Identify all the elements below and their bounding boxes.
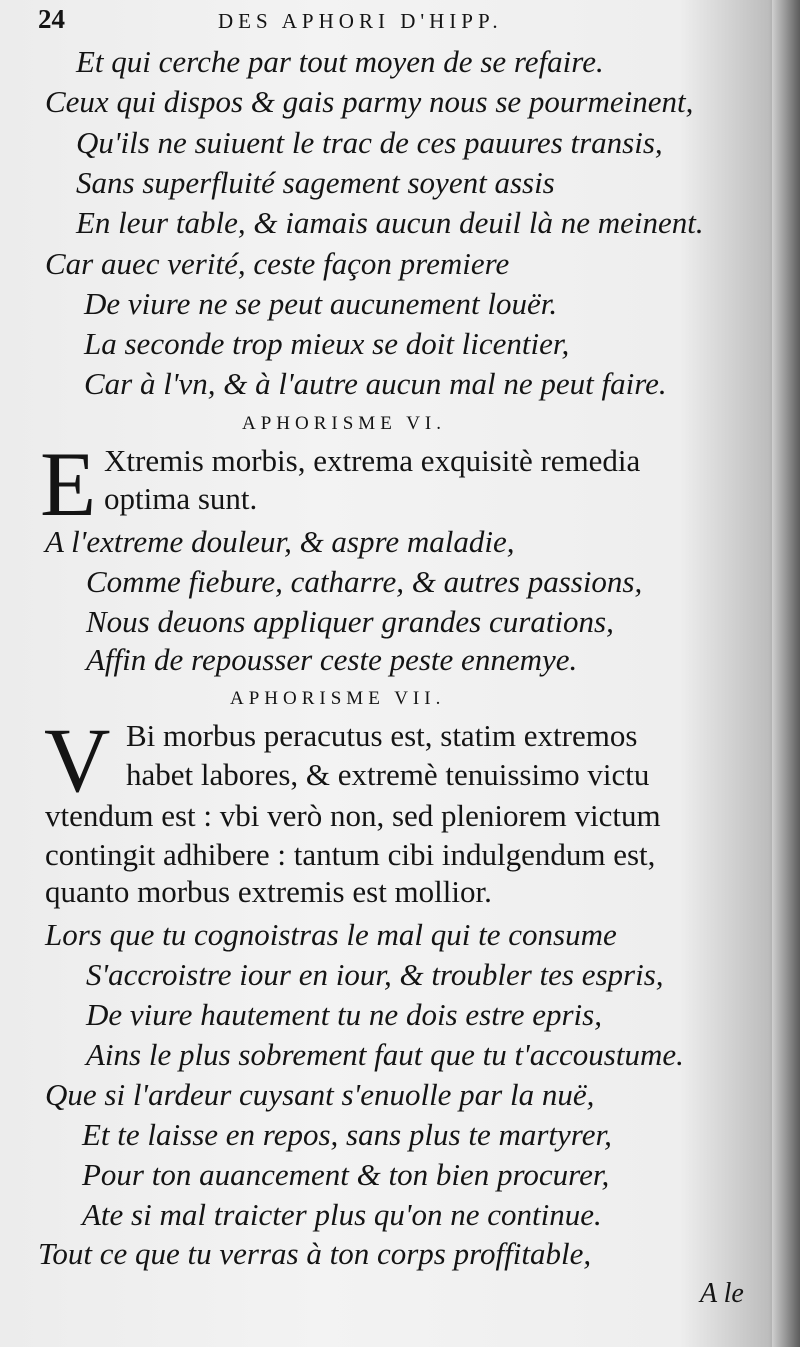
drop-cap: E — [40, 433, 97, 535]
latin-line: Xtremis morbis, extrema exquisitè remedia — [104, 443, 641, 478]
verse-line: La seconde trop mieux se doit licentier, — [84, 326, 570, 361]
verse-line: Car à l'vn, & à l'autre aucun mal ne peut faire. — [84, 366, 667, 401]
verse-line: Ains le plus sobrement faut que tu t'accoustume. — [86, 1037, 684, 1072]
verse-line: Pour ton auancement & ton bien procurer, — [82, 1157, 610, 1192]
section-heading: APHORISME VII. — [230, 688, 446, 709]
verse-line: Comme fiebure, catharre, & autres passions, — [86, 564, 643, 599]
drop-cap: V — [44, 709, 111, 811]
page-gutter-shadow — [772, 0, 800, 1347]
latin-line: habet labores, & extremè tenuissimo victu — [126, 757, 650, 792]
running-head: DES APHORI D'HIPP. — [218, 9, 503, 33]
verse-line: Tout ce que tu verras à ton corps proffitable, — [38, 1236, 592, 1271]
catchword: A le — [700, 1278, 744, 1309]
latin-line: vtendum est : vbi verò non, sed pleniorem victum — [45, 798, 661, 833]
latin-line: contingit adhibere : tantum cibi indulgendum est, — [45, 837, 656, 872]
verse-line: Qu'ils ne suiuent le trac de ces pauures transis, — [76, 125, 663, 160]
verse-line: Ceux qui dispos & gais parmy nous se pourmeinent, — [45, 84, 694, 119]
verse-line: De viure hautement tu ne dois estre epris, — [86, 997, 602, 1032]
verse-line: Lors que tu cognoistras le mal qui te consume — [45, 917, 617, 952]
verse-line: Sans superfluité sagement soyent assis — [76, 165, 555, 200]
verse-line: En leur table, & iamais aucun deuil là ne meinent. — [76, 205, 704, 240]
verse-line: Nous deuons appliquer grandes curations, — [86, 604, 614, 639]
verse-line: S'accroistre iour en iour, & troubler tes espris, — [86, 957, 664, 992]
latin-line: optima sunt. — [104, 481, 258, 516]
verse-line: De viure ne se peut aucunement louër. — [84, 286, 558, 321]
verse-line: Affin de repousser ceste peste ennemye. — [86, 642, 578, 677]
verse-line: A l'extreme douleur, & aspre maladie, — [45, 524, 515, 559]
verse-line: Ate si mal traicter plus qu'on ne continue. — [82, 1197, 602, 1232]
verse-line: Et qui cerche par tout moyen de se refaire. — [76, 44, 604, 79]
verse-line: Car auec verité, ceste façon premiere — [45, 246, 510, 281]
latin-line: Bi morbus peracutus est, statim extremos — [126, 718, 638, 753]
page-number: 24 — [38, 4, 65, 34]
latin-line: quanto morbus extremis est mollior. — [45, 874, 492, 909]
section-heading: APHORISME VI. — [242, 413, 447, 434]
verse-line: Et te laisse en repos, sans plus te martyrer, — [82, 1117, 612, 1152]
verse-line: Que si l'ardeur cuysant s'enuolle par la nuë, — [45, 1077, 595, 1112]
